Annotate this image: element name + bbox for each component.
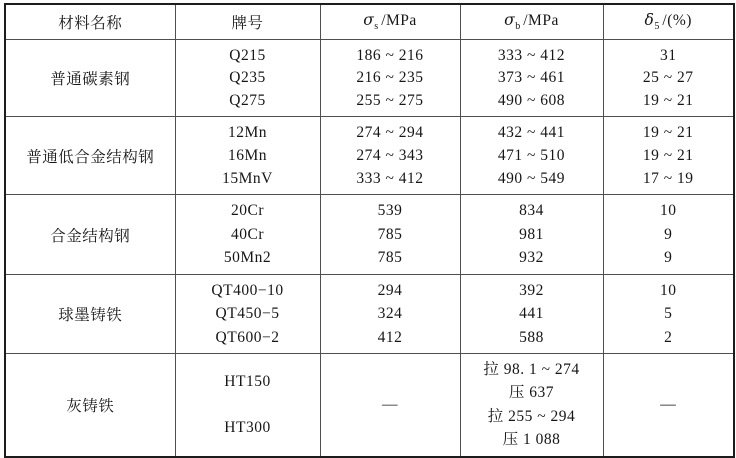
material-name: 合金结构钢 bbox=[50, 227, 131, 245]
delta-unit: /(%) bbox=[662, 12, 692, 30]
sigma-s-subscript: s bbox=[374, 21, 379, 33]
header-material-name bbox=[5, 4, 175, 40]
sigma-b-subscript: b bbox=[515, 21, 521, 33]
sigma-s-cell bbox=[320, 40, 460, 117]
sigma-s-symbol: σ bbox=[363, 11, 375, 30]
sigma-b-value: 拉 255 ~ 294 bbox=[487, 407, 576, 425]
header-material-label: 材料名称 bbox=[58, 15, 123, 32]
header-grade-label: 牌号 bbox=[231, 15, 264, 32]
material-name-cell bbox=[5, 117, 175, 195]
sigma-b-symbol: σ bbox=[504, 11, 516, 30]
sigma-b-value: 392 bbox=[519, 281, 544, 299]
material-name-cell bbox=[5, 275, 175, 354]
sigma-b-value: 333 ~ 412 bbox=[497, 46, 566, 64]
sigma-b-value: 932 bbox=[519, 249, 544, 267]
sigma-b-value: 432 ~ 441 bbox=[497, 123, 566, 141]
sigma-b-value: 588 bbox=[519, 328, 544, 346]
material-name-cell bbox=[5, 195, 175, 275]
grade-value: 50Mn2 bbox=[223, 249, 272, 267]
sigma-s-value: — bbox=[382, 396, 398, 413]
delta-value: 9 bbox=[664, 225, 673, 243]
delta-subscript: 5 bbox=[654, 21, 660, 33]
sigma-s-value: 255 ~ 275 bbox=[356, 91, 424, 109]
sigma-b-value: 471 ~ 510 bbox=[497, 146, 566, 164]
table-header-row bbox=[5, 4, 734, 40]
table-row-low-alloy-steel bbox=[5, 117, 734, 195]
material-name: 普通低合金结构钢 bbox=[26, 148, 155, 166]
sigma-s-value: 294 bbox=[377, 281, 403, 299]
header-delta-5 bbox=[603, 4, 734, 40]
sigma-s-value: 785 bbox=[377, 249, 403, 267]
table-row-alloy-steel bbox=[5, 195, 734, 275]
table-row-gray-cast-iron bbox=[5, 354, 734, 457]
delta-value: 19 ~ 21 bbox=[642, 91, 694, 109]
sigma-b-unit: /MPa bbox=[523, 12, 559, 30]
material-name: 普通碳素钢 bbox=[50, 71, 131, 88]
sigma-s-cell bbox=[320, 117, 460, 195]
grade-value: HT300 bbox=[224, 419, 271, 437]
delta-cell bbox=[603, 117, 734, 195]
grade-value: QT600−2 bbox=[215, 328, 280, 346]
delta-value: 10 bbox=[660, 281, 677, 299]
grade-value: 40Cr bbox=[231, 225, 264, 243]
grade-value: HT150 bbox=[224, 372, 271, 390]
delta-cell bbox=[603, 195, 734, 275]
sigma-b-value: 压 637 bbox=[508, 384, 555, 402]
material-properties-table bbox=[4, 3, 735, 458]
grade-value: Q215 bbox=[229, 46, 266, 64]
delta-value: 5 bbox=[664, 305, 673, 323]
grade-value: 12Mn bbox=[227, 123, 268, 141]
delta-value: 17 ~ 19 bbox=[642, 169, 694, 187]
header-grade bbox=[175, 4, 320, 40]
sigma-b-value: 441 bbox=[519, 305, 544, 323]
material-name-cell bbox=[5, 354, 175, 457]
grade-value: QT450−5 bbox=[215, 305, 280, 323]
sigma-s-cell bbox=[320, 195, 460, 275]
sigma-b-value: 压 1 088 bbox=[502, 431, 561, 449]
delta-value: 10 bbox=[660, 202, 677, 220]
sigma-b-cell bbox=[460, 117, 603, 195]
sigma-s-value: 785 bbox=[377, 225, 403, 243]
delta-cell bbox=[603, 354, 734, 457]
delta-value: 9 bbox=[664, 249, 673, 267]
sigma-s-unit: /MPa bbox=[381, 12, 417, 30]
grade-value: 20Cr bbox=[231, 202, 264, 220]
sigma-s-value: 274 ~ 343 bbox=[356, 146, 424, 164]
sigma-s-value: 274 ~ 294 bbox=[356, 123, 424, 141]
delta-value: 19 ~ 21 bbox=[642, 146, 694, 164]
delta-value: 31 bbox=[660, 46, 677, 64]
material-name-cell bbox=[5, 40, 175, 117]
sigma-b-cell bbox=[460, 195, 603, 275]
sigma-s-value: 333 ~ 412 bbox=[356, 169, 424, 187]
sigma-b-value: 490 ~ 608 bbox=[497, 91, 566, 109]
sigma-s-cell bbox=[320, 275, 460, 354]
table-row-ductile-cast-iron bbox=[5, 275, 734, 354]
delta-value: — bbox=[660, 396, 677, 413]
header-sigma-b bbox=[460, 4, 603, 40]
grade-cell bbox=[175, 275, 320, 354]
sigma-b-value: 拉 98. 1 ~ 274 bbox=[483, 360, 580, 378]
delta-value: 19 ~ 21 bbox=[642, 123, 694, 141]
sigma-b-cell bbox=[460, 40, 603, 117]
sigma-b-cell bbox=[460, 275, 603, 354]
sigma-s-value: 539 bbox=[377, 202, 403, 220]
sigma-b-cell bbox=[460, 354, 603, 457]
header-sigma-s bbox=[320, 4, 460, 40]
grade-value: Q275 bbox=[229, 91, 266, 109]
sigma-b-value: 490 ~ 549 bbox=[497, 169, 566, 187]
grade-cell bbox=[175, 354, 320, 457]
grade-value: Q235 bbox=[229, 69, 266, 87]
delta-symbol: δ bbox=[644, 11, 655, 30]
grade-value: QT400−10 bbox=[211, 281, 284, 299]
grade-value: 15MnV bbox=[222, 169, 273, 187]
delta-cell bbox=[603, 40, 734, 117]
grade-cell bbox=[175, 195, 320, 275]
sigma-b-value: 834 bbox=[519, 202, 544, 220]
delta-cell bbox=[603, 275, 734, 354]
delta-value: 2 bbox=[664, 328, 673, 346]
material-name: 球墨铸铁 bbox=[58, 307, 123, 324]
grade-cell bbox=[175, 117, 320, 195]
grade-cell bbox=[175, 40, 320, 117]
sigma-s-value: 186 ~ 216 bbox=[356, 46, 424, 64]
sigma-b-value: 981 bbox=[519, 225, 544, 243]
grade-value: 16Mn bbox=[227, 146, 268, 164]
sigma-s-value: 324 bbox=[377, 305, 403, 323]
table-row-carbon-steel bbox=[5, 40, 734, 117]
delta-value: 25 ~ 27 bbox=[642, 69, 694, 87]
material-name: 灰铸铁 bbox=[66, 397, 115, 415]
sigma-s-value: 216 ~ 235 bbox=[356, 69, 424, 87]
sigma-b-value: 373 ~ 461 bbox=[497, 69, 566, 87]
sigma-s-cell bbox=[320, 354, 460, 457]
sigma-s-value: 412 bbox=[377, 328, 403, 346]
